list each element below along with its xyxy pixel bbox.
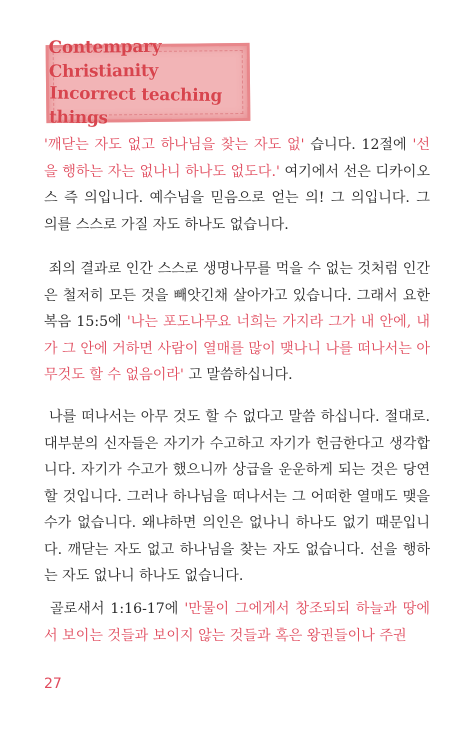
scripture-quote: '깨닫는 자도 없고 하나님을 찾는 자도 없' <box>44 137 305 153</box>
stamp-title-line-2: Incorrect teaching things <box>48 83 223 129</box>
body-text: 고 말씀하십니다. <box>183 367 293 383</box>
body-text: 골로새서 1:16-17에 <box>49 601 185 617</box>
paragraph-3 <box>44 404 430 590</box>
paragraph-2 <box>44 256 430 389</box>
paragraph-4 <box>44 596 430 649</box>
title-stamp <box>46 36 251 129</box>
body-text: 습니다. 12절에 <box>304 137 413 153</box>
page-number: 27 <box>44 676 62 692</box>
scripture-quote: '만물이 그에게서 창조되되 하늘과 땅에서 보이는 것들과 보이지 않는 것들과 혹은 왕권들이나 주권 <box>44 601 430 644</box>
body-text: 여기에서 선은 디카이오스 즉 의입니다. 예수님을 믿음으로 얻는 의! 그 의입니다. 그 의를 스스로 가질 자도 하나도 없습니다. <box>44 163 430 233</box>
stamp-title-line-1: Contempary Christianity <box>48 36 162 83</box>
body-text: 나를 떠나서는 아무 것도 할 수 없다고 말씀 하십니다. 절대로. 대부분의 신자들은 자기가 수고하고 자기가 헌금한다고 생각합니다. 자기가 수고가 했으니까 상급을 운운하게 되는 것은 당연할 것입니다. 그러나 하나님을 떠나서는 그 어떠한 열매도 맺을 수가 없습니다. 왜냐하면 의인은 없나니 하나도 없기 때문입니다. 깨닫는 자도 없고 하나님을 찾는 자도 없습니다. 선을 행하는 자도 없나니 하나도 없습니다. <box>44 409 430 584</box>
scripture-quote: '선을 행하는 자는 없나니 하나도 없도다.' <box>44 137 430 180</box>
body-text: 죄의 결과로 인간 스스로 생명나무를 먹을 수 없는 것처럼 인간은 철저히 모든 것을 빼앗긴채 살아가고 있습니다. 그래서 요한복음 15:5에 <box>44 261 431 330</box>
paragraph-1 <box>44 132 430 238</box>
scripture-quote: '나는 포도나무요 너희는 가지라 그가 내 안에, 내가 그 안에 거하면 사람이 열매를 많이 맺나니 나를 떠나서는 아무것도 할 수 없음이라' <box>44 314 431 383</box>
